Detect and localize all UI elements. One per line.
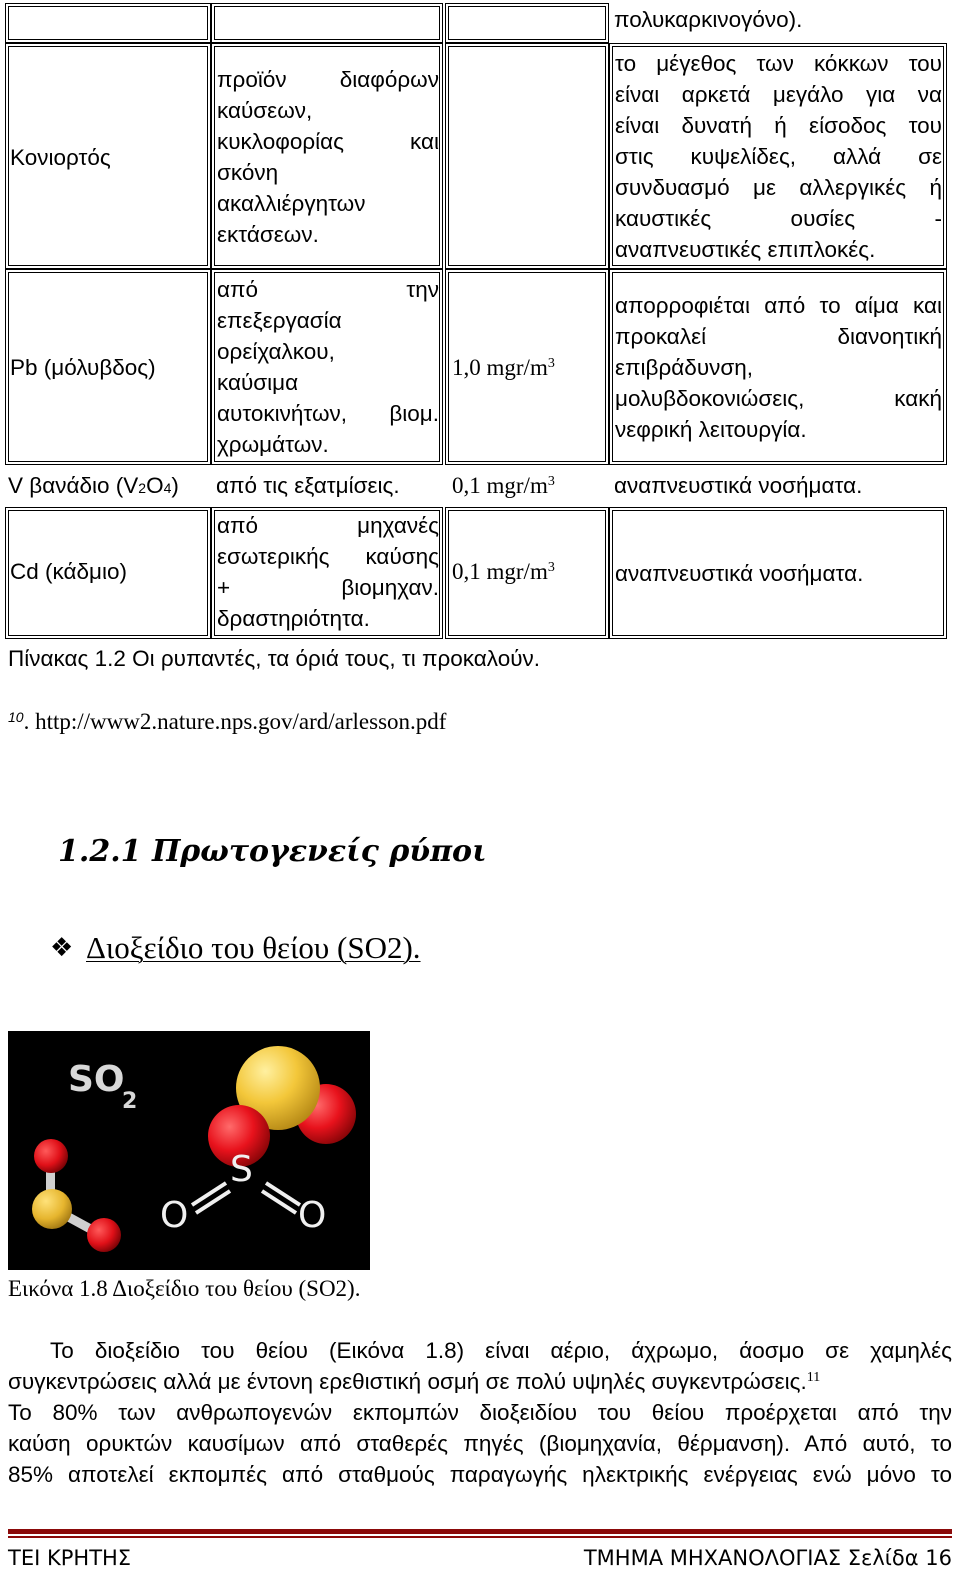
paragraph-line: Το διοξείδιο του θείου (Εικόνα 1.8) είναι αέριο, άχρωμο, άοσμο σε χαμηλές bbox=[50, 1338, 952, 1363]
table-cell bbox=[448, 6, 606, 40]
double-bond-line bbox=[196, 1191, 230, 1213]
atom-s-label: S bbox=[230, 1149, 253, 1190]
section-heading: 1.2.1 Πρωτογενείς ρύποι bbox=[58, 834, 487, 869]
pollutant-limit: 1,0 mgr/$m^3$ bbox=[452, 355, 555, 380]
pollutant-source: από τις εξατμίσεις. bbox=[216, 473, 400, 498]
bullet-heading bbox=[50, 928, 421, 968]
pollutant-name: V βανάδιο (V2O4) bbox=[8, 473, 179, 498]
table-cell bbox=[214, 6, 440, 40]
footer-right: ΤΜΗΜΑ ΜΗΧΑΝΟΛΟΓΙΑΣ Σελίδα 16 bbox=[583, 1546, 952, 1570]
pollutant-name: Κονιορτός bbox=[10, 145, 111, 170]
body-paragraph bbox=[8, 1335, 952, 1490]
diamond-bullet-icon: ❖ bbox=[50, 933, 74, 963]
paragraph-line: συγκεντρώσεις αλλά με έντονη ερεθιστική οσμή σε πολύ υψηλές συγκεντρώσεις.$^{11}$ bbox=[8, 1369, 821, 1394]
paragraph-line: Το 80% των ανθρωπογενών εκπομπών διοξειδίου του θείου προέρχεται από την bbox=[8, 1400, 952, 1425]
footnote: $^{10}$. http://www2.nature.nps.gov/ard/arlesson.pdf bbox=[8, 709, 447, 734]
oxygen-atom bbox=[34, 1139, 68, 1173]
double-bond-line bbox=[266, 1183, 300, 1205]
pollutant-effect: αναπνευστικά νοσήματα. bbox=[614, 473, 863, 498]
pollutant-name: Cd (κάδμιο) bbox=[10, 559, 127, 584]
table-cell bbox=[8, 6, 208, 40]
pollutant-source: από μηχανές εσωτερικής καύσης + βιομηχαν. δραστηριότητα. bbox=[217, 513, 439, 631]
so2-figure bbox=[8, 1031, 370, 1270]
pollutant-effect: απορροφιέται από το αίμα και προκαλεί διανοητική επιβράδυνση, μολυβδοκονιώσεις, κακή νεφρική λειτουργία. bbox=[615, 293, 942, 442]
table-cell bbox=[448, 46, 606, 266]
so2-label: SO bbox=[68, 1059, 125, 1100]
pollutant-effect: το μέγεθος των κόκκων του είναι αρκετά μεγάλο για να είναι δυνατή ή είσοδος του στις κυψελίδες, αλλά σε συνδυασμό με αλλεργικές ή καυστικές ουσίες - αναπνευστικές επιπλοκές. bbox=[615, 51, 942, 262]
oxygen-atom bbox=[87, 1218, 121, 1252]
atom-o-label: O bbox=[160, 1195, 189, 1236]
footer-rule bbox=[8, 1529, 952, 1534]
so2-molecule-image bbox=[8, 1031, 370, 1270]
pollutant-source: προϊόν διαφόρων καύσεων, κυκλοφορίας και σκόνη ακαλλιέργητων εκτάσεων. bbox=[217, 67, 439, 247]
so2-label-subscript: 2 bbox=[122, 1089, 138, 1114]
pollutant-limit: 0,1 mgr/$m^3$ bbox=[452, 473, 555, 498]
table-caption: Πίνακας 1.2 Οι ρυπαντές, τα όριά τους, τι προκαλούν. bbox=[8, 646, 541, 671]
table-cell-effect: πολυκαρκινογόνο). bbox=[614, 7, 803, 32]
bullet-text: Διοξείδιο του θείου (SO2). bbox=[86, 930, 421, 965]
paragraph-line: 85% αποτελεί εκπομπές από σταθμούς παραγωγής ηλεκτρικής ενέργειας ενώ μόνο το bbox=[8, 1462, 952, 1487]
paragraph-line: καύση ορυκτών καυσίμων από σταθερές πηγές (βιομηχανία, θέρμανση). Από αυτό, το bbox=[8, 1431, 952, 1456]
pollutant-effect: αναπνευστικά νοσήματα. bbox=[615, 561, 864, 586]
pollutant-source: από την επεξεργασία ορείχαλκου, καύσιμα αυτοκινήτων, βιομ. χρωμάτων. bbox=[217, 277, 439, 457]
footer-rule-thin bbox=[8, 1536, 952, 1538]
double-bond-line bbox=[262, 1191, 296, 1213]
figure-caption: Εικόνα 1.8 Διοξείδιο του θείου (SO2). bbox=[8, 1276, 361, 1301]
pollutant-limit: 0,1 mgr/$m^3$ bbox=[452, 559, 555, 584]
double-bond-line bbox=[192, 1183, 226, 1205]
sulfur-atom bbox=[32, 1189, 72, 1229]
pollutant-name: Pb (μόλυβδος) bbox=[10, 355, 156, 380]
footer-left: ΤΕΙ ΚΡΗΤΗΣ bbox=[8, 1546, 132, 1570]
atom-o-label: O bbox=[298, 1195, 327, 1236]
